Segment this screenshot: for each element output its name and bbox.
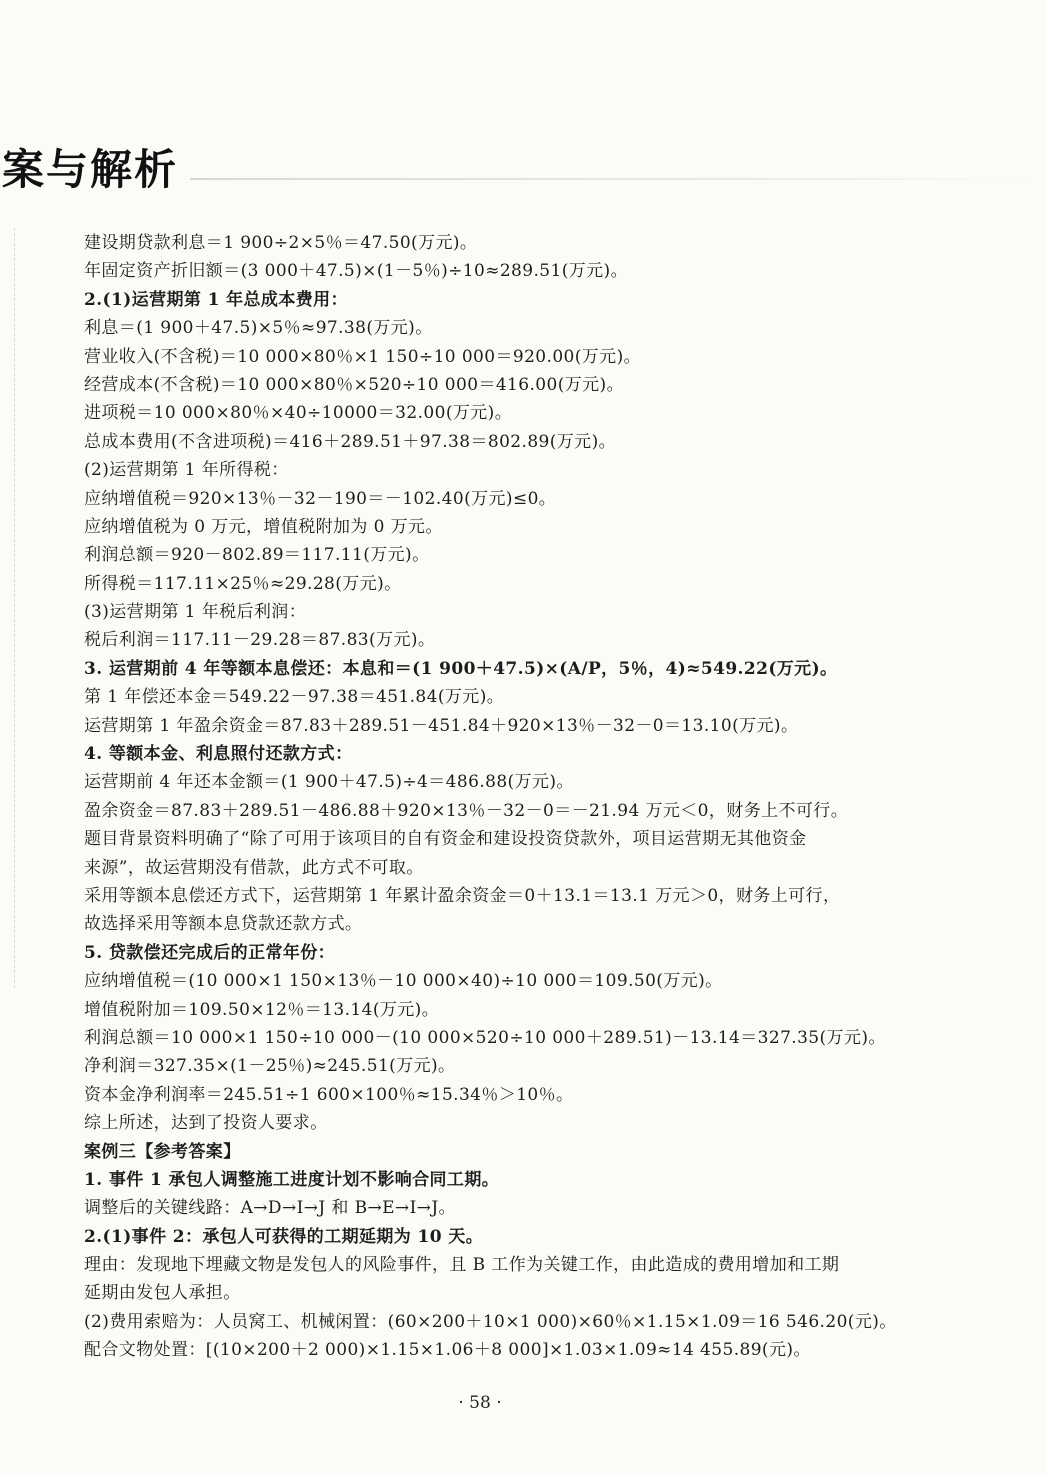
- page-number: · 58 ·: [458, 1393, 502, 1413]
- text-line: 利息＝(1 900＋47.5)×5％≈97.38(万元)。: [84, 318, 433, 339]
- text-line: 3. 运营期前 4 年等额本息偿还：本息和＝(1 900＋47.5)×(A/P，5％，4)≈549.22(万元)。: [84, 658, 838, 679]
- text-line: (2)费用索赔为：人员窝工、机械闲置：(60×200＋10×1 000)×60％×1.15×1.09＝16 546.20(元)。: [84, 1311, 897, 1332]
- text-line: 配合文物处置：[(10×200＋2 000)×1.15×1.06＋8 000]×1.03×1.09≈14 455.89(元)。: [84, 1340, 811, 1361]
- text-line: 1. 事件 1 承包人调整施工进度计划不影响合同工期。: [84, 1169, 500, 1190]
- section-title: 案与解析: [2, 145, 179, 194]
- header-rule: [190, 178, 1030, 180]
- text-line: 调整后的关键线路：A→D→I→J 和 B→E→I→J。: [84, 1198, 456, 1219]
- text-line: 延期由发包人承担。: [84, 1283, 241, 1304]
- text-line: 总成本费用(不含进项税)＝416＋289.51＋97.38＝802.89(万元)。: [84, 431, 617, 452]
- text-line: 税后利润＝117.11－29.28＝87.83(万元)。: [84, 630, 436, 651]
- text-line: 所得税＝117.11×25％≈29.28(万元)。: [84, 573, 402, 594]
- section-header: [0, 140, 1047, 200]
- text-line: 建设期贷款利息＝1 900÷2×5％＝47.50(万元)。: [84, 233, 478, 253]
- text-line: 题目背景资料明确了“除了可用于该项目的自有资金和建设投资贷款外，项目运营期无其他资金: [84, 829, 807, 850]
- text-line: 运营期前 4 年还本金额＝(1 900＋47.5)÷4＝486.88(万元)。: [84, 772, 574, 793]
- text-line: 故选择采用等额本息贷款还款方式。: [84, 914, 363, 935]
- text-line: 运营期第 1 年盈余资金＝87.83＋289.51－451.84＋920×13％－32－0＝13.10(万元)。: [84, 715, 799, 736]
- text-line: 应纳增值税＝(10 000×1 150×13％－10 000×40)÷10 000＝109.50(万元)。: [84, 971, 723, 992]
- text-line: 来源”，故运营期没有借款，此方式不可取。: [84, 857, 424, 878]
- text-line: 第 1 年偿还本金＝549.22－97.38＝451.84(万元)。: [84, 687, 505, 708]
- margin-line: [14, 228, 15, 988]
- text-line: 盈余资金＝87.83＋289.51－486.88＋920×13％－32－0＝－21.94 万元＜0，财务上不可行。: [84, 800, 849, 821]
- text-line: 5. 贷款偿还完成后的正常年份：: [84, 942, 336, 963]
- text-line: 年固定资产折旧额＝(3 000＋47.5)×(1－5％)÷10≈289.51(万元)。: [84, 261, 628, 282]
- text-line: 理由：发现地下埋藏文物是发包人的风险事件，且 B 工作为关键工作，由此造成的费用增加和工期: [84, 1255, 840, 1276]
- text-line: 进项税＝10 000×80％×40÷10000＝32.00(万元)。: [84, 403, 513, 424]
- text-line: 2.(1)事件 2：承包人可获得的工期延期为 10 天。: [84, 1226, 484, 1247]
- answer-text-body: [84, 229, 964, 1365]
- text-line: 应纳增值税为 0 万元，增值税附加为 0 万元。: [84, 516, 443, 537]
- text-line: 2.(1)运营期第 1 年总成本费用：: [84, 289, 348, 310]
- text-line: (2)运营期第 1 年所得税：: [84, 460, 289, 481]
- text-line: 综上所述，达到了投资人要求。: [84, 1113, 328, 1134]
- text-line: 应纳增值税＝920×13％－32－190＝－102.40(万元)≤0。: [84, 488, 557, 509]
- text-line: 营业收入(不含税)＝10 000×80％×1 150÷10 000＝920.00(万元)。: [84, 346, 642, 367]
- text-line: 净利润＝327.35×(1－25％)≈245.51(万元)。: [84, 1056, 456, 1077]
- text-line: 案例三【参考答案】: [84, 1141, 241, 1162]
- text-line: 经营成本(不含税)＝10 000×80％×520÷10 000＝416.00(万元)。: [84, 374, 624, 395]
- text-line: 利润总额＝10 000×1 150÷10 000－(10 000×520÷10 000＋289.51)－13.14＝327.35(万元)。: [84, 1027, 886, 1048]
- text-line: 采用等额本息偿还方式下，运营期第 1 年累计盈余资金＝0＋13.1＝13.1 万元＞0，财务上可行，: [84, 885, 841, 906]
- text-line: (3)运营期第 1 年税后利润：: [84, 602, 307, 623]
- text-line: 利润总额＝920－802.89＝117.11(万元)。: [84, 545, 430, 566]
- text-line: 资本金净利润率＝245.51÷1 600×100％≈15.34％＞10％。: [84, 1084, 574, 1105]
- text-line: 4. 等额本金、利息照付还款方式：: [84, 744, 353, 765]
- text-line: 增值税附加＝109.50×12％＝13.14(万元)。: [84, 999, 440, 1020]
